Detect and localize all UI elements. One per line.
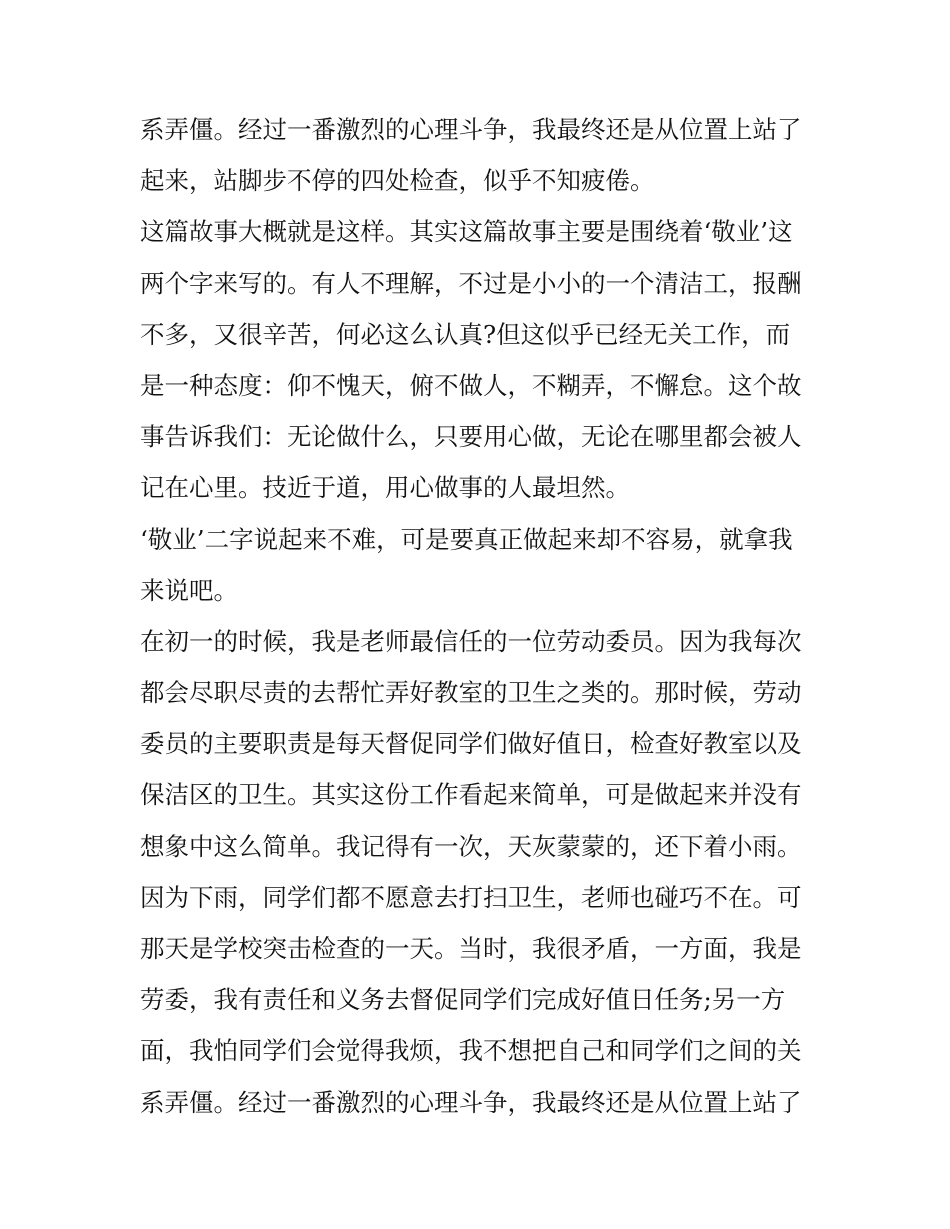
- text-line: 起来，站脚步不停的四处检查，似乎不知疲倦。: [140, 166, 655, 196]
- text-line: 不多，又很辛苦，何必这么认真?但这似乎已经无关工作，而: [140, 319, 791, 349]
- text-line: 在初一的时候，我是老师最信任的一位劳动委员。因为我每次: [140, 626, 802, 656]
- text-line: 想象中这么简单。我记得有一次，天灰蒙蒙的，还下着小雨。: [140, 831, 802, 861]
- text-line: 委员的主要职责是每天督促同学们做好值日，检查好教室以及: [140, 729, 802, 759]
- text-line: 事告诉我们：无论做什么，只要用心做，无论在哪里都会被人: [140, 422, 802, 452]
- text-line: 保洁区的卫生。其实这份工作看起来简单，可是做起来并没有: [140, 780, 802, 810]
- text-line: ‘敬业’二字说起来不难，可是要真正做起来却不容易，就拿我: [140, 524, 793, 554]
- text-line: 劳委，我有责任和义务去督促同学们完成好值日任务;另一方: [140, 985, 786, 1015]
- body-text: [140, 104, 830, 1128]
- text-line: 那天是学校突击检查的一天。当时，我很矛盾，一方面，我是: [140, 934, 802, 963]
- text-line: 面，我怕同学们会觉得我烦，我不想把自己和同学们之间的关: [140, 1036, 802, 1066]
- text-line: 因为下雨，同学们都不愿意去打扫卫生，老师也碰巧不在。可: [140, 882, 802, 912]
- text-line: 系弄僵。经过一番激烈的心理斗争，我最终还是从位置上站了: [140, 115, 802, 144]
- text-line: 系弄僵。经过一番激烈的心理斗争，我最终还是从位置上站了: [140, 1087, 802, 1117]
- text-line: 都会尽职尽责的去帮忙弄好教室的卫生之类的。那时候，劳动: [140, 678, 802, 708]
- text-line: 这篇故事大概就是这样。其实这篇故事主要是围绕着‘敬业’这: [140, 217, 793, 247]
- text-line: 记在心里。技近于道，用心做事的人最坦然。: [140, 473, 630, 503]
- text-line: 是一种态度：仰不愧天，俯不做人，不糊弄，不懈怠。这个故: [140, 370, 802, 400]
- text-line: 来说吧。: [140, 575, 238, 605]
- text-line: 两个字来写的。有人不理解，不过是小小的一个清洁工，报酬: [140, 268, 802, 298]
